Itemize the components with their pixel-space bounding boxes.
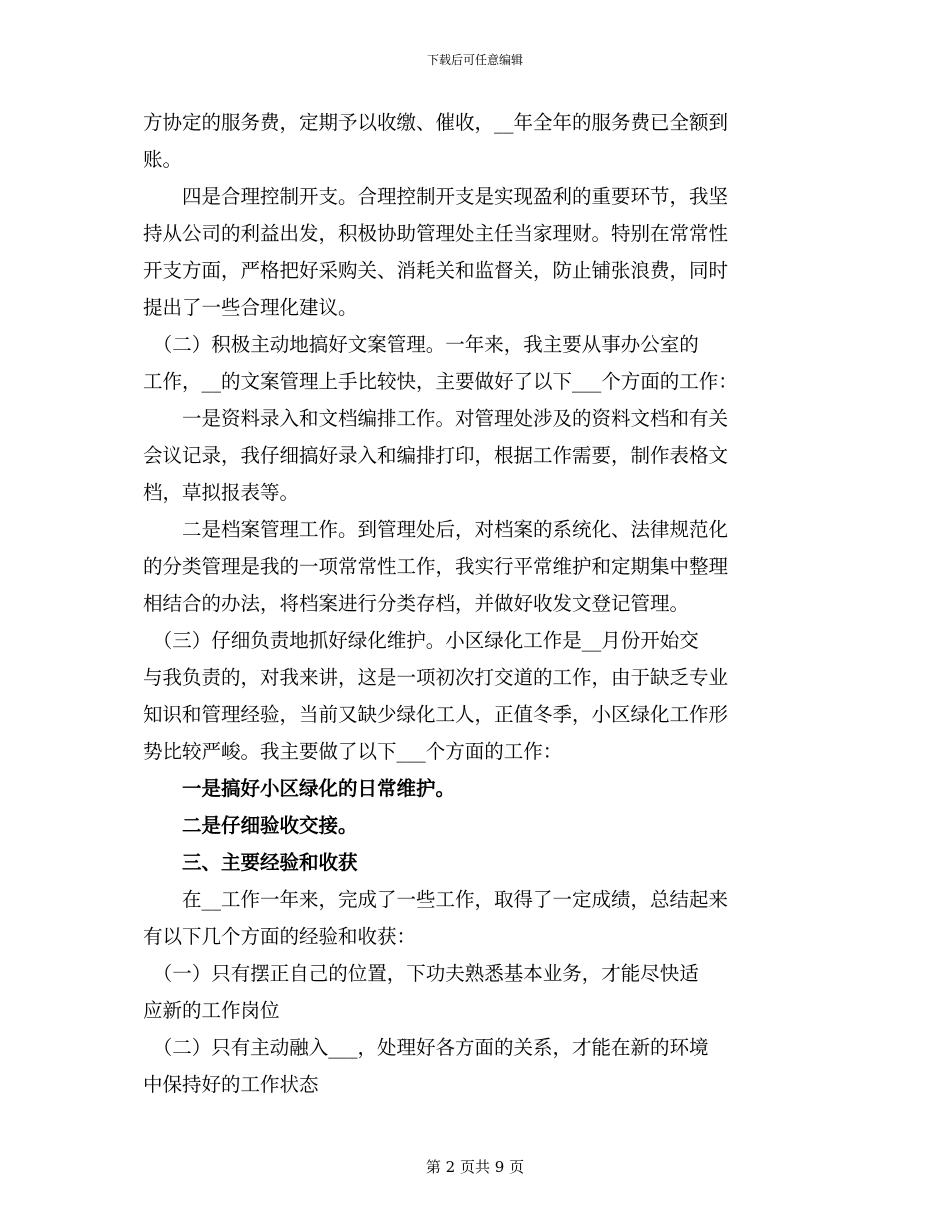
text-line: 开支方面，严格把好采购关、消耗关和监督关，防止铺张浪费，同时 xyxy=(143,259,729,282)
text-line: 中保持好的工作状态 xyxy=(143,1073,319,1096)
text-line: 提出了一些合理化建议。 xyxy=(143,296,358,319)
text-line: 一是资料录入和文档编排工作。对管理处涉及的资料文档和有关 xyxy=(143,407,729,430)
text-line: 在__工作一年来，完成了一些工作，取得了一定成绩，总结起来 xyxy=(143,888,729,911)
text-line: 有以下几个方面的经验和收获： xyxy=(143,925,417,948)
section-heading: 三、主要经验和收获 xyxy=(143,851,358,874)
page-header: 下载后可任意编辑 xyxy=(426,53,523,67)
text-line: 工作，__的文案管理上手比较快，主要做好了以下___个方面的工作： xyxy=(143,370,738,393)
text-line: 会议记录，我仔细搞好录入和编排打印，根据工作需要，制作表格文 xyxy=(143,444,729,467)
text-line: 四是合理控制开支。合理控制开支是实现盈利的重要环节，我坚 xyxy=(143,185,729,208)
text-line: （一）只有摆正自己的位置，下功夫熟悉基本业务，才能尽快适 xyxy=(143,962,699,985)
text-line: 与我负责的，对我来讲，这是一项初次打交道的工作，由于缺乏专业 xyxy=(143,666,729,689)
text-line: 势比较严峻。我主要做了以下___个方面的工作： xyxy=(143,740,563,763)
text-line: （二）积极主动地搞好文案管理。一年来，我主要从事办公室的 xyxy=(143,333,699,356)
text-line: （三）仔细负责地抓好绿化维护。小区绿化工作是__月份开始交 xyxy=(143,629,699,652)
text-line: 档，草拟报表等。 xyxy=(143,481,300,504)
text-line: 的分类管理是我的一项常常性工作，我实行平常维护和定期集中整理 xyxy=(143,555,729,578)
text-line: 二是档案管理工作。到管理处后，对档案的系统化、法律规范化 xyxy=(143,518,729,541)
text-line: 方协定的服务费，定期予以收缴、催收，__年全年的服务费已全额到 xyxy=(143,111,729,134)
text-line: 应新的工作岗位 xyxy=(143,999,280,1022)
text-line: 相结合的办法，将档案进行分类存档，并做好收发文登记管理。 xyxy=(143,592,690,615)
document-body xyxy=(143,104,808,1103)
text-line: 账。 xyxy=(143,148,183,171)
text-line: （二）只有主动融入___，处理好各方面的关系，才能在新的环境 xyxy=(143,1036,709,1059)
text-line: 知识和管理经验，当前又缺少绿化工人，正值冬季，小区绿化工作形 xyxy=(143,703,729,726)
bold-heading-line: 一是搞好小区绿化的日常维护。 xyxy=(143,777,456,800)
text-line: 持从公司的利益出发，积极协助管理处主任当家理财。特别在常常性 xyxy=(143,222,729,245)
page-number-footer: 第 2 页共 9 页 xyxy=(425,1158,525,1176)
bold-heading-line: 二是仔细验收交接。 xyxy=(143,814,358,837)
